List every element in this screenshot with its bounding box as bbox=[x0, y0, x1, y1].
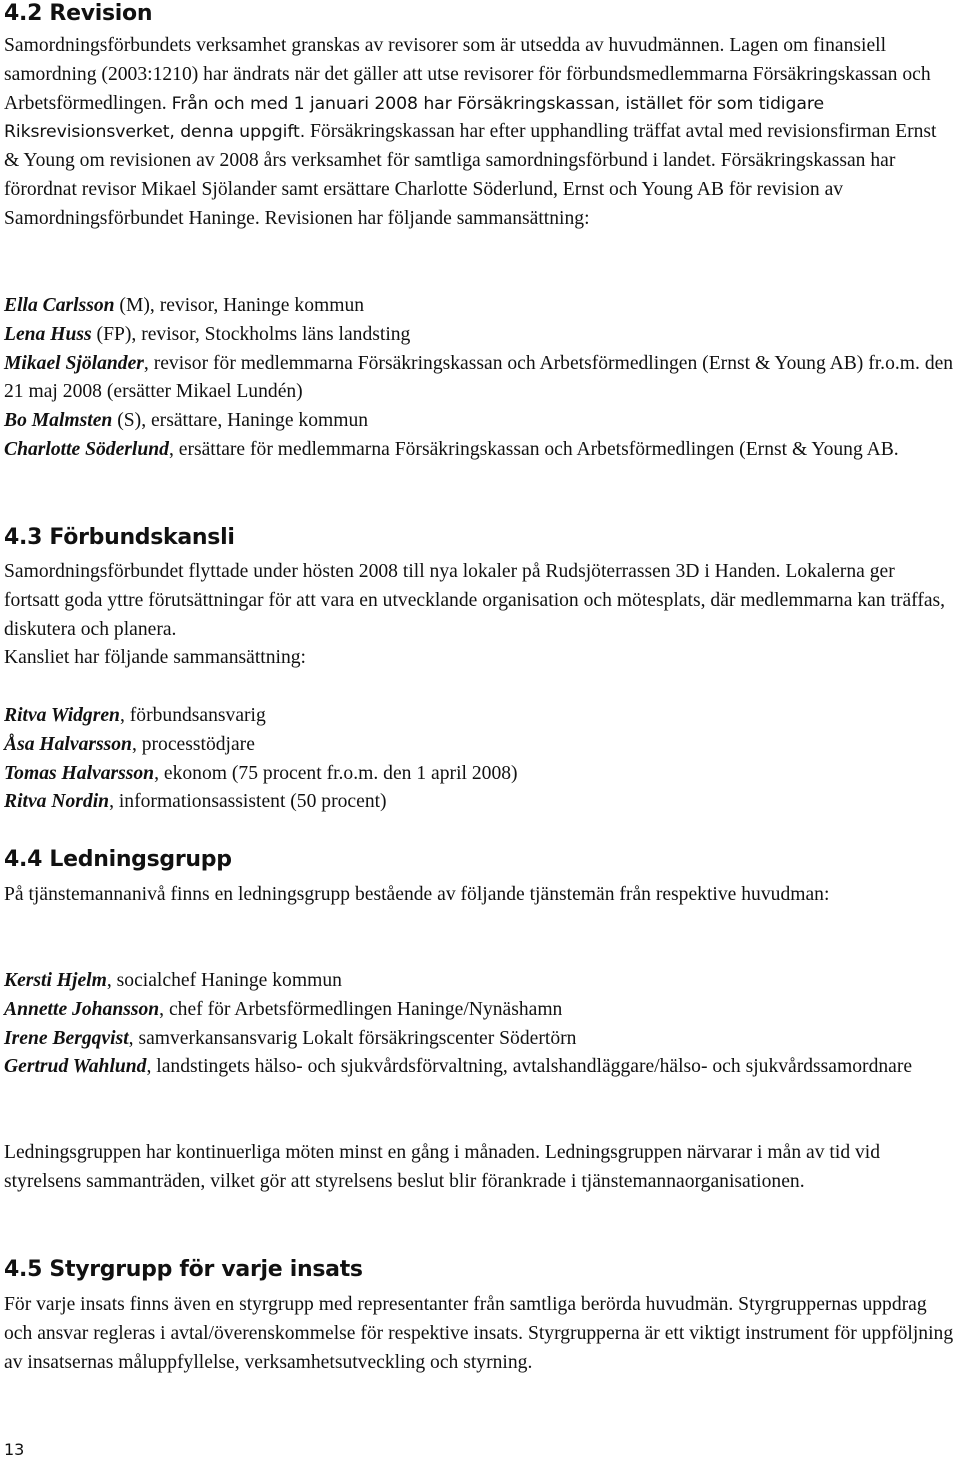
section-heading-styrgrupp: 4.5 Styrgrupp för varje insats bbox=[4, 1257, 363, 1282]
ledningsgrupp-body bbox=[4, 881, 954, 910]
member-name: Irene Bergqvist bbox=[4, 1027, 129, 1049]
member-name: Tomas Halvarsson bbox=[4, 762, 155, 784]
revision-text-d: Försäkringskassan har efter upphandling träffat avtal med revisionsfirman Ernst & Young om revisionen av 2008 års verksamhet för samtliga samordningsförbund i landet. Försäkringskassan har förordnat revisor Mikael Sjölander samt ersättare Charlotte Söderlund, Ernst och Young AB för revision av Samordningsförbundet Haninge. Revisionen har följande sammansättning: bbox=[4, 121, 937, 229]
member-name: Åsa Halvarsson bbox=[4, 733, 132, 755]
ledningsgrupp-members-list bbox=[4, 967, 954, 1082]
member-desc: (S), ersättare, Haninge kommun bbox=[112, 410, 369, 432]
page-number: 13 bbox=[4, 1440, 25, 1459]
revision-text-b: Lagen om finansiell samordning (2003:1210) har ändrats när det gäller att utse revisorer för förbundsmedlemmarna Försäkringskassan och Arbetsförmedlingen. bbox=[4, 35, 931, 114]
section-heading-revision: 4.2 Revision bbox=[4, 1, 153, 26]
list-item bbox=[4, 996, 954, 1025]
list-item bbox=[4, 1025, 954, 1054]
revision-paragraph bbox=[4, 32, 954, 234]
member-desc: (M), revisor, Haninge kommun bbox=[114, 295, 365, 316]
forbundskansli-body bbox=[4, 558, 954, 673]
list-item bbox=[4, 731, 954, 760]
member-name: Ritva Nordin bbox=[4, 791, 110, 813]
revision-members-list bbox=[4, 292, 954, 465]
list-item bbox=[4, 1053, 954, 1082]
ledningsgrupp-meetings-paragraph: Ledningsgruppen har kontinuerliga möten minst en gång i månaden. Ledningsgruppen närvarar i mån av tid vid styrelsens sammanträden, vilket gör att styrelsens beslut blir förankrade i tjänstemannaorganisationen. bbox=[4, 1142, 881, 1192]
list-item bbox=[4, 760, 954, 789]
revision-body bbox=[4, 32, 954, 234]
forbundskansli-intro: Kansliet har följande sammansättning: bbox=[4, 647, 306, 669]
member-desc: , ekonom (75 procent fr.o.m. den 1 april 2008) bbox=[154, 762, 518, 784]
ledningsgrupp-meetings bbox=[4, 1139, 954, 1197]
member-name: Kersti Hjelm bbox=[4, 970, 107, 991]
list-item bbox=[4, 321, 954, 350]
list-item bbox=[4, 407, 954, 436]
section-heading-ledningsgrupp: 4.4 Ledningsgrupp bbox=[4, 847, 232, 872]
member-desc: , processtödjare bbox=[131, 733, 255, 755]
member-name: Ritva Widgren bbox=[4, 705, 120, 726]
member-desc: , chef för Arbetsförmedlingen Haninge/Nynäshamn bbox=[159, 998, 563, 1020]
member-name: Lena Huss bbox=[4, 323, 92, 345]
list-item bbox=[4, 436, 954, 465]
member-desc: , socialchef Haninge kommun bbox=[106, 970, 342, 991]
member-desc: , revisor för medlemmarna Försäkringskassan och Arbetsförmedlingen (Ernst & Young AB) fr.o.m. den 21 maj 2008 (ersätter Mikael Lundén) bbox=[4, 352, 954, 403]
member-name: Bo Malmsten bbox=[4, 410, 113, 432]
forbundskansli-paragraph: Samordningsförbundet flyttade under hösten 2008 till nya lokaler på Rudsjöterrassen 3D i Handen. Lokalerna ger fortsatt goda yttre förutsättningar för att vara en utvecklande organisation och mötesplats, där medlemmarna kan träffas, diskutera och planera. bbox=[4, 561, 946, 640]
member-desc: , landstingets hälso- och sjukvårdsförvaltning, avtalshandläggare/hälso- och sjukvårdssamordnare bbox=[146, 1056, 913, 1078]
revision-text-c: Från och med 1 januari 2008 har Försäkringskassan, istället för som tidigare Riksrevisionsverket, denna uppgift. bbox=[4, 93, 825, 143]
member-desc: (FP), revisor, Stockholms läns landsting bbox=[91, 323, 411, 345]
list-item bbox=[4, 702, 954, 731]
kansli-members-list bbox=[4, 702, 954, 817]
list-item bbox=[4, 788, 954, 817]
member-desc: , informationsassistent (50 procent) bbox=[109, 791, 387, 813]
ledningsgrupp-paragraph: På tjänstemannanivå finns en ledningsgrupp bestående av följande tjänstemän från respektive huvudman: bbox=[4, 884, 830, 905]
list-item bbox=[4, 350, 954, 408]
member-name: Gertrud Wahlund bbox=[4, 1056, 147, 1078]
member-desc: , samverkansansvarig Lokalt försäkringscenter Södertörn bbox=[128, 1027, 577, 1049]
member-name: Ella Carlsson bbox=[4, 295, 115, 316]
member-name: Annette Johansson bbox=[4, 998, 160, 1020]
member-desc: , förbundsansvarig bbox=[119, 705, 266, 726]
list-item bbox=[4, 292, 954, 321]
member-desc: , ersättare för medlemmarna Försäkringskassan och Arbetsförmedlingen (Ernst & Young AB. bbox=[168, 438, 899, 460]
list-item bbox=[4, 967, 954, 996]
revision-text-a: Samordningsförbundets verksamhet granskas av revisorer som är utsedda av huvudmännen. bbox=[4, 35, 725, 56]
member-name: Charlotte Söderlund bbox=[4, 438, 169, 460]
styrgrupp-body bbox=[4, 1291, 954, 1377]
member-name: Mikael Sjölander bbox=[4, 352, 144, 374]
styrgrupp-paragraph: För varje insats finns även en styrgrupp med representanter från samtliga berörda huvudmän. Styrgruppernas uppdrag och ansvar regleras i avtal/överenskommelse för respektive insats. Styrgrupperna är ett viktigt instrument för uppföljning av insatsernas måluppfyllelse, verksamhetsutveckling och styrning. bbox=[4, 1294, 954, 1373]
section-heading-forbundskansli: 4.3 Förbundskansli bbox=[4, 525, 235, 550]
